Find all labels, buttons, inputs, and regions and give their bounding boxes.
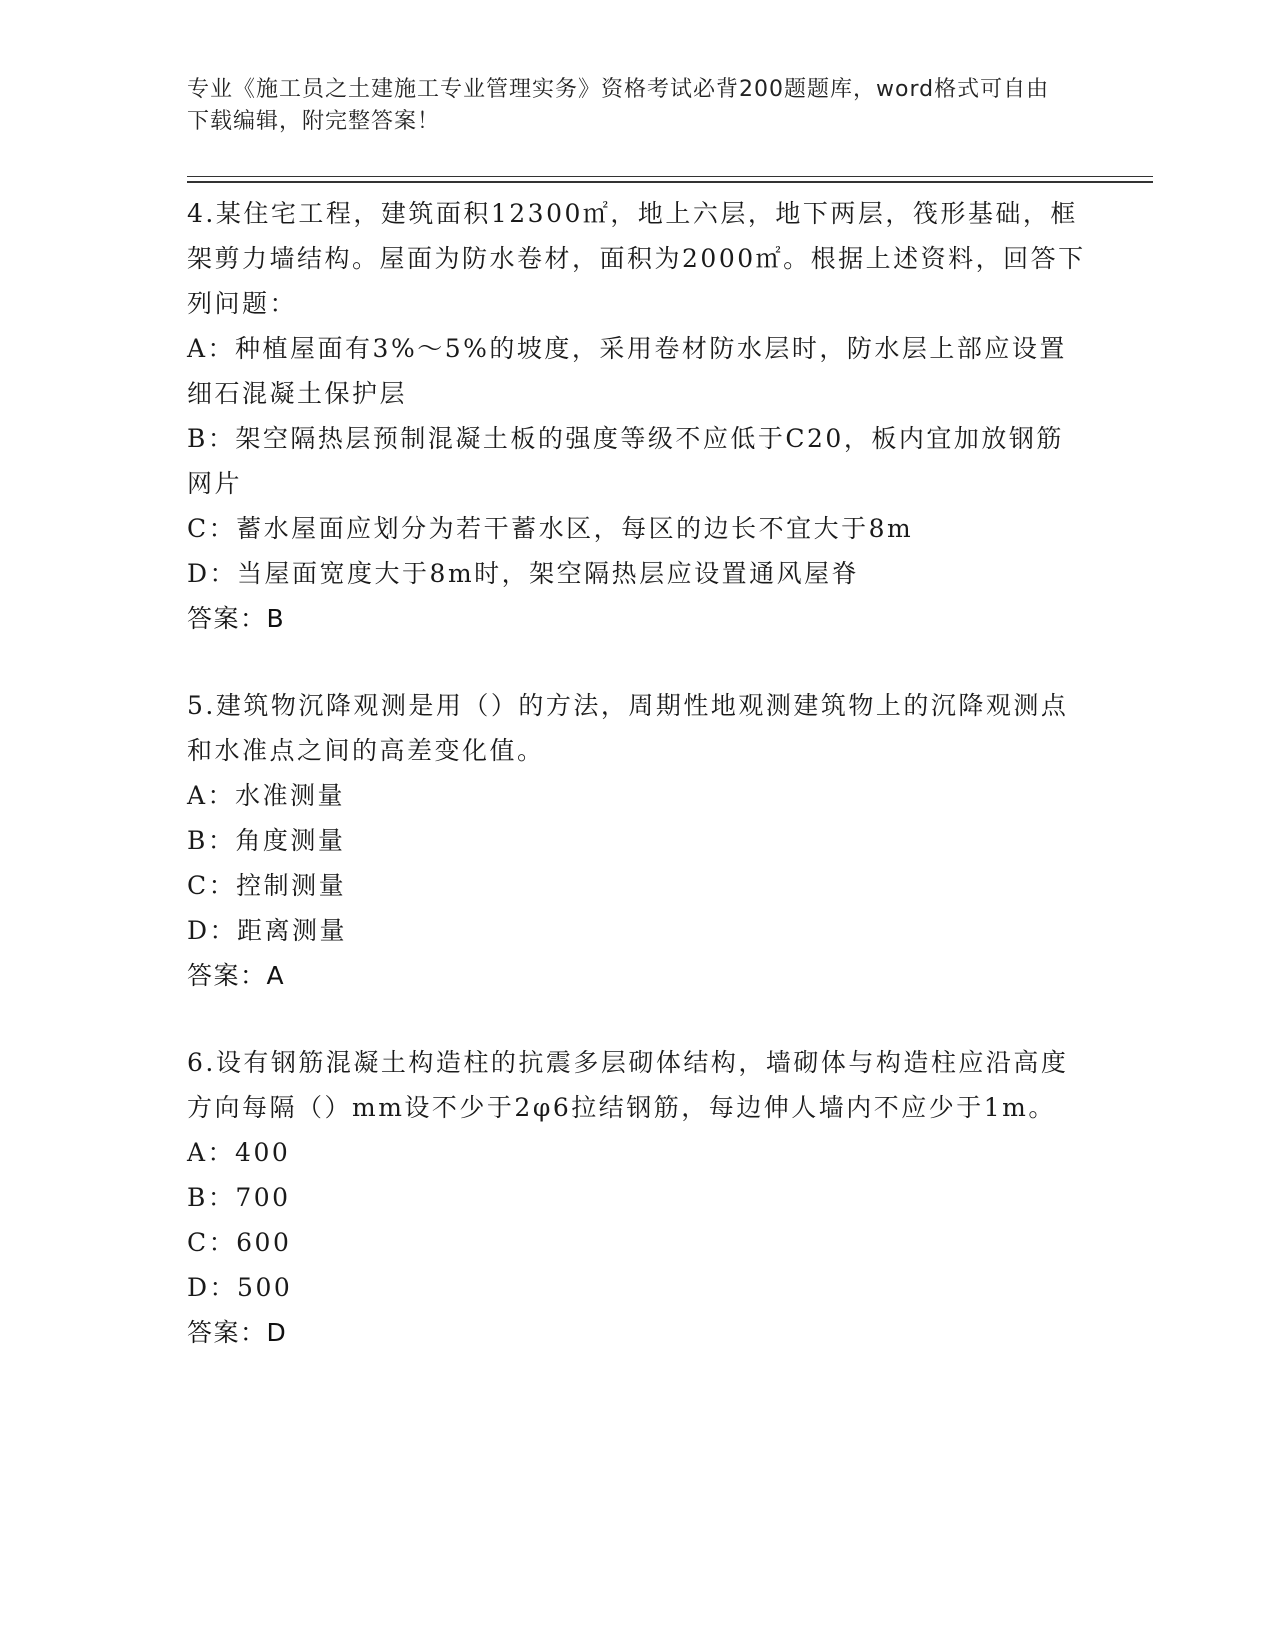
question-5: [187, 683, 1087, 998]
answer-key: 答案：B: [187, 604, 286, 633]
option-a: A：种植屋面有3%～5%的坡度，采用卷材防水层时，防水层上部应设置细石混凝土保护层: [187, 334, 1067, 408]
question-stem: 5.建筑物沉降观测是用（）的方法，周期性地观测建筑物上的沉降观测点和水准点之间的高差变化值。: [187, 691, 1069, 765]
answer-key: 答案：D: [187, 1318, 288, 1347]
option-a: A：400: [187, 1138, 291, 1167]
option-c: C：600: [187, 1228, 292, 1257]
option-b: B：架空隔热层预制混凝土板的强度等级不应低于C20，板内宜加放钢筋网片: [187, 424, 1064, 498]
option-b: B：700: [187, 1183, 291, 1212]
option-b: B：角度测量: [187, 826, 346, 855]
option-a: A：水准测量: [187, 781, 346, 810]
document-header: 专业《施工员之土建施工专业管理实务》资格考试必背200题题库，word格式可自由下载编辑，附完整答案！: [187, 77, 1050, 134]
question-6: [187, 1040, 1087, 1355]
header-divider-thin: [187, 176, 1153, 177]
answer-key: 答案：A: [187, 961, 286, 990]
question-list: [187, 191, 1087, 1397]
option-d: D：当屋面宽度大于8m时，架空隔热层应设置通风屋脊: [187, 559, 860, 588]
option-c: C：控制测量: [187, 871, 347, 900]
question-4: [187, 191, 1087, 641]
question-stem: 6.设有钢筋混凝土构造柱的抗震多层砌体结构，墙砌体与构造柱应沿高度方向每隔（）mm设不少于2φ6拉结钢筋，每边伸人墙内不应少于1m。: [187, 1048, 1069, 1122]
option-d: D：距离测量: [187, 916, 348, 945]
option-d: D：500: [187, 1273, 293, 1302]
option-c: C：蓄水屋面应划分为若干蓄水区，每区的边长不宜大于8m: [187, 514, 914, 543]
question-stem: 4.某住宅工程，建筑面积12300㎡，地上六层，地下两层，筏形基础，框架剪力墙结构。屋面为防水卷材，面积为2000㎡。根据上述资料，回答下列问题：: [187, 199, 1086, 318]
header-divider-thick: [187, 181, 1153, 183]
